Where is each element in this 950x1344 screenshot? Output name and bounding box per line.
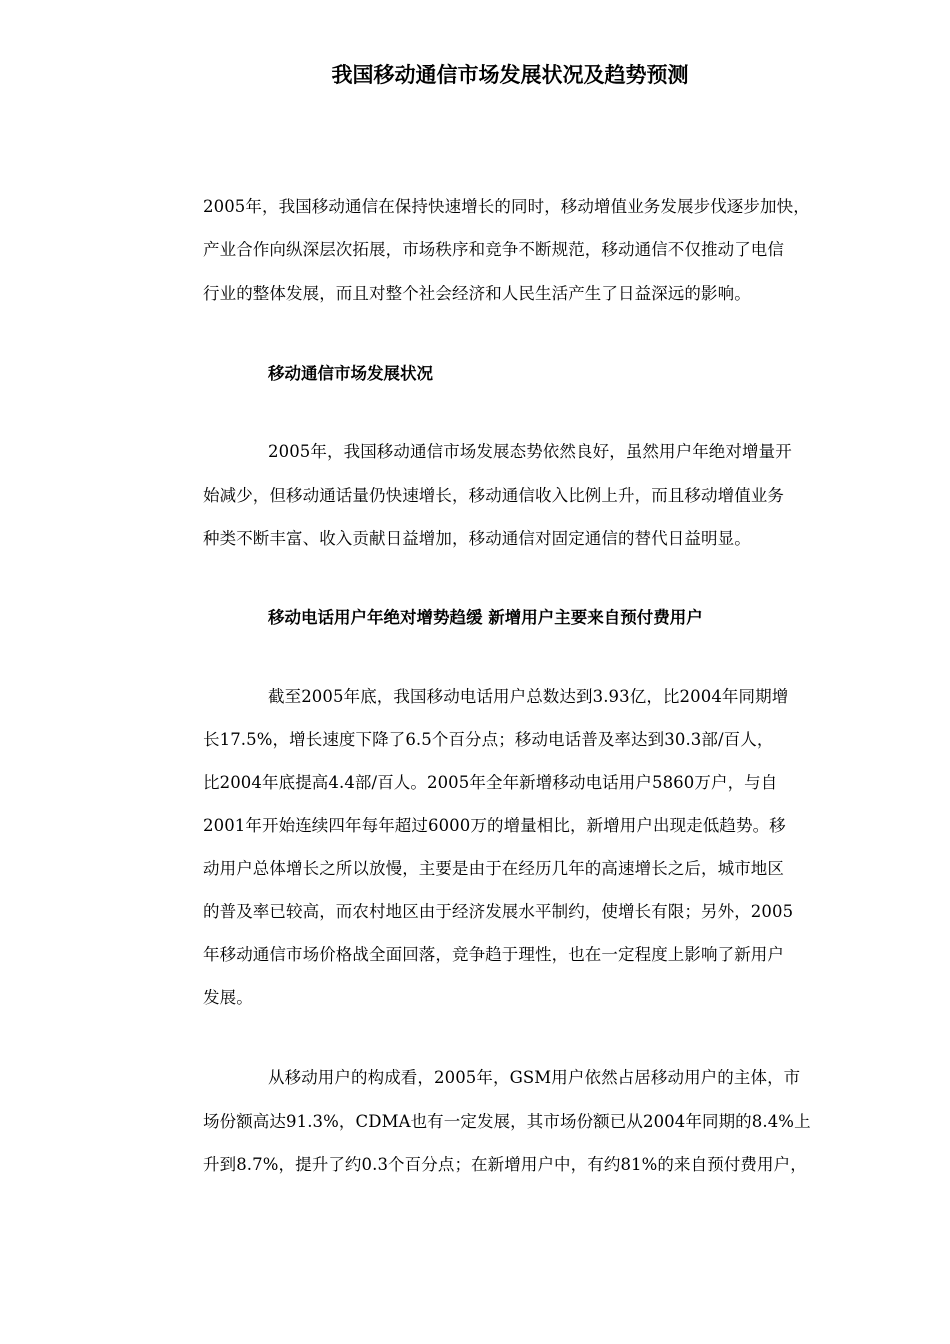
- document-title: 我国移动通信市场发展状况及趋势预测: [331, 63, 689, 87]
- section-heading: 移动通信市场发展状况: [268, 364, 433, 383]
- paragraph-line: 年移动通信市场价格战全面回落，竞争趋于理性，也在一定程度上影响了新用户: [203, 945, 784, 964]
- paragraph-line: 动用户总体增长之所以放慢，主要是由于在经历几年的高速增长之后，城市地区: [203, 859, 784, 878]
- paragraph-line: 截至2005年底，我国移动电话用户总数达到3.93亿，比2004年同期增: [268, 687, 789, 706]
- paragraph-line: 的普及率已较高，而农村地区由于经济发展水平制约，使增长有限；另外，2005: [203, 902, 794, 921]
- paragraph-line: 长17.5%，增长速度下降了6.5个百分点；移动电话普及率达到30.3部/百人，: [203, 730, 774, 749]
- paragraph-line: 发展。: [203, 988, 253, 1007]
- paragraph-line: 2001年开始连续四年每年超过6000万的增量相比，新增用户出现走低趋势。移: [203, 816, 786, 835]
- paragraph-line: 种类不断丰富、收入贡献日益增加，移动通信对固定通信的替代日益明显。: [203, 529, 751, 548]
- paragraph-line: 2005年，我国移动通信市场发展态势依然良好，虽然用户年绝对增量开: [268, 442, 792, 461]
- intro-line: 产业合作向纵深层次拓展，市场秩序和竞争不断规范，移动通信不仅推动了电信: [203, 240, 784, 259]
- paragraph-line: 始减少，但移动通话量仍快速增长，移动通信收入比例上升，而且移动增值业务: [203, 486, 784, 505]
- section-heading: 移动电话用户年绝对增势趋缓 新增用户主要来自预付费用户: [268, 608, 703, 627]
- intro-line: 2005年，我国移动通信在保持快速增长的同时，移动增值业务发展步伐逐步加快，: [203, 197, 810, 216]
- paragraph-line: 场份额高达91.3%，CDMA也有一定发展，其市场份额已从2004年同期的8.4%上: [203, 1112, 811, 1131]
- paragraph-line: 从移动用户的构成看，2005年，GSM用户依然占居移动用户的主体，市: [268, 1068, 801, 1087]
- paragraph-line: 比2004年底提高4.4部/百人。2005年全年新增移动电话用户5860万户，与自: [203, 773, 778, 792]
- paragraph-line: 升到8.7%，提升了约0.3个百分点；在新增用户中，有约81%的来自预付费用户，: [203, 1155, 807, 1174]
- intro-line: 行业的整体发展，而且对整个社会经济和人民生活产生了日益深远的影响。: [203, 284, 751, 303]
